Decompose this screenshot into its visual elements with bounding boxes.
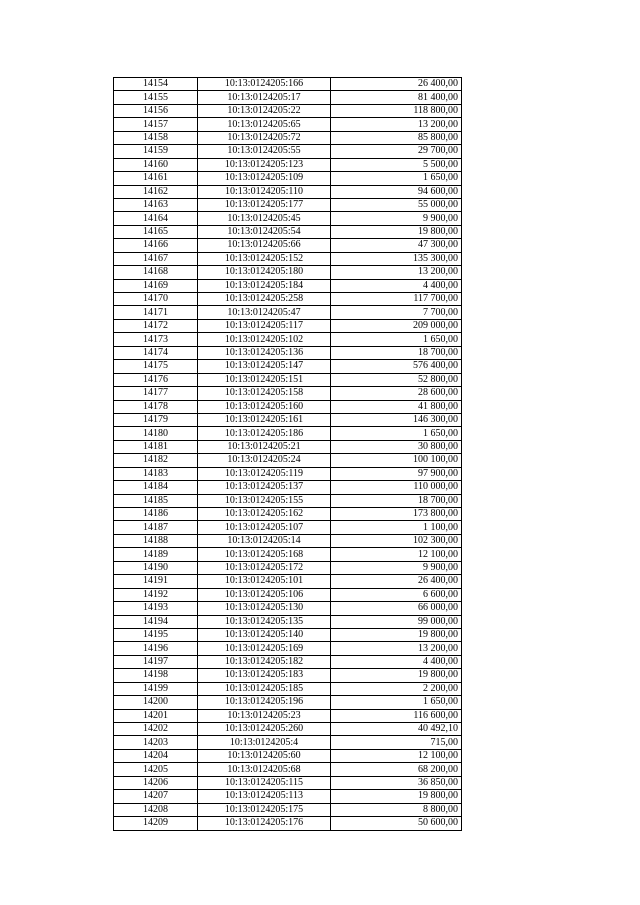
row-number-cell: 14204 — [114, 749, 198, 762]
value-cell: 47 300,00 — [331, 239, 462, 252]
cadastral-number-cell: 10:13:0124205:109 — [197, 172, 330, 185]
cadastral-number-cell: 10:13:0124205:113 — [197, 790, 330, 803]
cadastral-number-cell: 10:13:0124205:4 — [197, 736, 330, 749]
value-cell: 99 000,00 — [331, 615, 462, 628]
value-cell: 102 300,00 — [331, 534, 462, 547]
table-row — [114, 172, 462, 185]
row-number-cell: 14160 — [114, 158, 198, 171]
cadastral-number-cell: 10:13:0124205:158 — [197, 387, 330, 400]
value-cell: 110 000,00 — [331, 481, 462, 494]
value-cell: 66 000,00 — [331, 602, 462, 615]
table-row — [114, 534, 462, 547]
value-cell: 9 900,00 — [331, 561, 462, 574]
value-cell: 19 800,00 — [331, 628, 462, 641]
row-number-cell: 14195 — [114, 628, 198, 641]
row-number-cell: 14205 — [114, 763, 198, 776]
table-row — [114, 413, 462, 426]
row-number-cell: 14159 — [114, 145, 198, 158]
cadastral-number-cell: 10:13:0124205:166 — [197, 78, 330, 91]
cadastral-number-cell: 10:13:0124205:177 — [197, 198, 330, 211]
row-number-cell: 14182 — [114, 454, 198, 467]
row-number-cell: 14200 — [114, 696, 198, 709]
cadastral-number-cell: 10:13:0124205:66 — [197, 239, 330, 252]
value-cell: 40 492,10 — [331, 723, 462, 736]
value-cell: 97 900,00 — [331, 467, 462, 480]
table-row — [114, 602, 462, 615]
table-row — [114, 104, 462, 117]
row-number-cell: 14156 — [114, 104, 198, 117]
table-row — [114, 749, 462, 762]
value-cell: 36 850,00 — [331, 776, 462, 789]
row-number-cell: 14187 — [114, 521, 198, 534]
value-cell: 1 650,00 — [331, 333, 462, 346]
value-cell: 28 600,00 — [331, 387, 462, 400]
table-row — [114, 508, 462, 521]
value-cell: 19 800,00 — [331, 669, 462, 682]
value-cell: 8 800,00 — [331, 803, 462, 816]
table-row — [114, 91, 462, 104]
value-cell: 1 100,00 — [331, 521, 462, 534]
table-row — [114, 346, 462, 359]
row-number-cell: 14162 — [114, 185, 198, 198]
table-row — [114, 118, 462, 131]
row-number-cell: 14196 — [114, 642, 198, 655]
value-cell: 81 400,00 — [331, 91, 462, 104]
value-cell: 135 300,00 — [331, 252, 462, 265]
table-row — [114, 185, 462, 198]
value-cell: 30 800,00 — [331, 440, 462, 453]
value-cell: 41 800,00 — [331, 400, 462, 413]
value-cell: 19 800,00 — [331, 225, 462, 238]
cadastral-number-cell: 10:13:0124205:110 — [197, 185, 330, 198]
value-cell: 18 700,00 — [331, 494, 462, 507]
row-number-cell: 14155 — [114, 91, 198, 104]
value-cell: 576 400,00 — [331, 360, 462, 373]
row-number-cell: 14186 — [114, 508, 198, 521]
table-row — [114, 293, 462, 306]
cadastral-number-cell: 10:13:0124205:180 — [197, 266, 330, 279]
table-row — [114, 427, 462, 440]
table-row — [114, 763, 462, 776]
table-row — [114, 723, 462, 736]
cadastral-number-cell: 10:13:0124205:115 — [197, 776, 330, 789]
value-cell: 146 300,00 — [331, 413, 462, 426]
table-row — [114, 467, 462, 480]
value-cell: 13 200,00 — [331, 642, 462, 655]
table-row — [114, 548, 462, 561]
table-row — [114, 682, 462, 695]
table-row — [114, 387, 462, 400]
row-number-cell: 14191 — [114, 575, 198, 588]
value-cell: 209 000,00 — [331, 319, 462, 332]
row-number-cell: 14179 — [114, 413, 198, 426]
row-number-cell: 14192 — [114, 588, 198, 601]
cadastral-number-cell: 10:13:0124205:184 — [197, 279, 330, 292]
cadastral-number-cell: 10:13:0124205:176 — [197, 817, 330, 830]
cadastral-number-cell: 10:13:0124205:24 — [197, 454, 330, 467]
table-row — [114, 198, 462, 211]
table-row — [114, 669, 462, 682]
cadastral-number-cell: 10:13:0124205:107 — [197, 521, 330, 534]
cadastral-number-cell: 10:13:0124205:72 — [197, 131, 330, 144]
cadastral-number-cell: 10:13:0124205:175 — [197, 803, 330, 816]
table-row — [114, 696, 462, 709]
cadastral-number-cell: 10:13:0124205:54 — [197, 225, 330, 238]
value-cell: 5 500,00 — [331, 158, 462, 171]
cadastral-number-cell: 10:13:0124205:102 — [197, 333, 330, 346]
table-row — [114, 131, 462, 144]
table-row — [114, 239, 462, 252]
row-number-cell: 14183 — [114, 467, 198, 480]
table-row — [114, 655, 462, 668]
table-row — [114, 454, 462, 467]
cadastral-number-cell: 10:13:0124205:172 — [197, 561, 330, 574]
cadastral-number-cell: 10:13:0124205:117 — [197, 319, 330, 332]
row-number-cell: 14166 — [114, 239, 198, 252]
table-row — [114, 817, 462, 830]
cadastral-number-cell: 10:13:0124205:161 — [197, 413, 330, 426]
cadastral-number-cell: 10:13:0124205:123 — [197, 158, 330, 171]
cadastral-number-cell: 10:13:0124205:101 — [197, 575, 330, 588]
table-row — [114, 373, 462, 386]
table-row — [114, 333, 462, 346]
cadastral-number-cell: 10:13:0124205:135 — [197, 615, 330, 628]
value-cell: 2 200,00 — [331, 682, 462, 695]
table-row — [114, 615, 462, 628]
table-row — [114, 158, 462, 171]
value-cell: 1 650,00 — [331, 172, 462, 185]
value-cell: 715,00 — [331, 736, 462, 749]
value-cell: 12 100,00 — [331, 548, 462, 561]
row-number-cell: 14194 — [114, 615, 198, 628]
cadastral-number-cell: 10:13:0124205:168 — [197, 548, 330, 561]
row-number-cell: 14164 — [114, 212, 198, 225]
value-cell: 29 700,00 — [331, 145, 462, 158]
row-number-cell: 14193 — [114, 602, 198, 615]
row-number-cell: 14165 — [114, 225, 198, 238]
cadastral-number-cell: 10:13:0124205:14 — [197, 534, 330, 547]
cadastral-number-cell: 10:13:0124205:68 — [197, 763, 330, 776]
table-row — [114, 521, 462, 534]
value-cell: 26 400,00 — [331, 575, 462, 588]
table-row — [114, 575, 462, 588]
row-number-cell: 14168 — [114, 266, 198, 279]
value-cell: 4 400,00 — [331, 655, 462, 668]
row-number-cell: 14207 — [114, 790, 198, 803]
cadastral-number-cell: 10:13:0124205:260 — [197, 723, 330, 736]
table-row — [114, 628, 462, 641]
value-cell: 52 800,00 — [331, 373, 462, 386]
row-number-cell: 14209 — [114, 817, 198, 830]
row-number-cell: 14189 — [114, 548, 198, 561]
table-row — [114, 481, 462, 494]
table-row — [114, 803, 462, 816]
row-number-cell: 14208 — [114, 803, 198, 816]
value-cell: 173 800,00 — [331, 508, 462, 521]
row-number-cell: 14180 — [114, 427, 198, 440]
row-number-cell: 14181 — [114, 440, 198, 453]
table-row — [114, 252, 462, 265]
table-row — [114, 440, 462, 453]
value-cell: 6 600,00 — [331, 588, 462, 601]
cadastral-number-cell: 10:13:0124205:47 — [197, 306, 330, 319]
row-number-cell: 14188 — [114, 534, 198, 547]
cadastral-number-cell: 10:13:0124205:23 — [197, 709, 330, 722]
value-cell: 13 200,00 — [331, 266, 462, 279]
cadastral-number-cell: 10:13:0124205:119 — [197, 467, 330, 480]
row-number-cell: 14197 — [114, 655, 198, 668]
row-number-cell: 14184 — [114, 481, 198, 494]
value-cell: 100 100,00 — [331, 454, 462, 467]
table-row — [114, 306, 462, 319]
cadastral-number-cell: 10:13:0124205:152 — [197, 252, 330, 265]
row-number-cell: 14203 — [114, 736, 198, 749]
row-number-cell: 14199 — [114, 682, 198, 695]
table-body — [114, 78, 462, 831]
value-cell: 116 600,00 — [331, 709, 462, 722]
value-cell: 19 800,00 — [331, 790, 462, 803]
table-row — [114, 561, 462, 574]
cadastral-number-cell: 10:13:0124205:22 — [197, 104, 330, 117]
table-row — [114, 736, 462, 749]
cadastral-number-cell: 10:13:0124205:169 — [197, 642, 330, 655]
table-row — [114, 790, 462, 803]
table-row — [114, 279, 462, 292]
cadastral-number-cell: 10:13:0124205:130 — [197, 602, 330, 615]
row-number-cell: 14178 — [114, 400, 198, 413]
cadastral-number-cell: 10:13:0124205:136 — [197, 346, 330, 359]
cadastral-number-cell: 10:13:0124205:147 — [197, 360, 330, 373]
cadastral-number-cell: 10:13:0124205:185 — [197, 682, 330, 695]
cadastral-number-cell: 10:13:0124205:258 — [197, 293, 330, 306]
row-number-cell: 14161 — [114, 172, 198, 185]
table-row — [114, 400, 462, 413]
row-number-cell: 14202 — [114, 723, 198, 736]
table-row — [114, 319, 462, 332]
cadastral-number-cell: 10:13:0124205:21 — [197, 440, 330, 453]
table-row — [114, 266, 462, 279]
value-cell: 50 600,00 — [331, 817, 462, 830]
value-cell: 9 900,00 — [331, 212, 462, 225]
cadastral-number-cell: 10:13:0124205:196 — [197, 696, 330, 709]
table-row — [114, 776, 462, 789]
value-cell: 1 650,00 — [331, 696, 462, 709]
cadastral-number-cell: 10:13:0124205:182 — [197, 655, 330, 668]
table-row — [114, 78, 462, 91]
row-number-cell: 14154 — [114, 78, 198, 91]
table-row — [114, 494, 462, 507]
cadastral-number-cell: 10:13:0124205:45 — [197, 212, 330, 225]
cadastral-number-cell: 10:13:0124205:65 — [197, 118, 330, 131]
value-cell: 1 650,00 — [331, 427, 462, 440]
row-number-cell: 14169 — [114, 279, 198, 292]
value-cell: 12 100,00 — [331, 749, 462, 762]
value-cell: 13 200,00 — [331, 118, 462, 131]
cadastral-number-cell: 10:13:0124205:137 — [197, 481, 330, 494]
row-number-cell: 14198 — [114, 669, 198, 682]
value-cell: 26 400,00 — [331, 78, 462, 91]
table-row — [114, 225, 462, 238]
table-row — [114, 588, 462, 601]
row-number-cell: 14170 — [114, 293, 198, 306]
cadastral-value-table — [113, 77, 462, 831]
row-number-cell: 14173 — [114, 333, 198, 346]
row-number-cell: 14206 — [114, 776, 198, 789]
row-number-cell: 14201 — [114, 709, 198, 722]
table-row — [114, 642, 462, 655]
cadastral-number-cell: 10:13:0124205:106 — [197, 588, 330, 601]
row-number-cell: 14176 — [114, 373, 198, 386]
table-row — [114, 709, 462, 722]
cadastral-number-cell: 10:13:0124205:183 — [197, 669, 330, 682]
row-number-cell: 14171 — [114, 306, 198, 319]
row-number-cell: 14157 — [114, 118, 198, 131]
cadastral-number-cell: 10:13:0124205:186 — [197, 427, 330, 440]
row-number-cell: 14190 — [114, 561, 198, 574]
value-cell: 118 800,00 — [331, 104, 462, 117]
row-number-cell: 14175 — [114, 360, 198, 373]
table-row — [114, 360, 462, 373]
row-number-cell: 14185 — [114, 494, 198, 507]
cadastral-number-cell: 10:13:0124205:162 — [197, 508, 330, 521]
cadastral-number-cell: 10:13:0124205:55 — [197, 145, 330, 158]
value-cell: 117 700,00 — [331, 293, 462, 306]
table-row — [114, 212, 462, 225]
cadastral-number-cell: 10:13:0124205:155 — [197, 494, 330, 507]
row-number-cell: 14172 — [114, 319, 198, 332]
value-cell: 7 700,00 — [331, 306, 462, 319]
row-number-cell: 14174 — [114, 346, 198, 359]
cadastral-number-cell: 10:13:0124205:17 — [197, 91, 330, 104]
row-number-cell: 14167 — [114, 252, 198, 265]
value-cell: 68 200,00 — [331, 763, 462, 776]
cadastral-number-cell: 10:13:0124205:140 — [197, 628, 330, 641]
row-number-cell: 14177 — [114, 387, 198, 400]
cadastral-number-cell: 10:13:0124205:60 — [197, 749, 330, 762]
cadastral-number-cell: 10:13:0124205:151 — [197, 373, 330, 386]
row-number-cell: 14158 — [114, 131, 198, 144]
cadastral-number-cell: 10:13:0124205:160 — [197, 400, 330, 413]
value-cell: 4 400,00 — [331, 279, 462, 292]
value-cell: 55 000,00 — [331, 198, 462, 211]
row-number-cell: 14163 — [114, 198, 198, 211]
value-cell: 18 700,00 — [331, 346, 462, 359]
value-cell: 85 800,00 — [331, 131, 462, 144]
value-cell: 94 600,00 — [331, 185, 462, 198]
table-row — [114, 145, 462, 158]
